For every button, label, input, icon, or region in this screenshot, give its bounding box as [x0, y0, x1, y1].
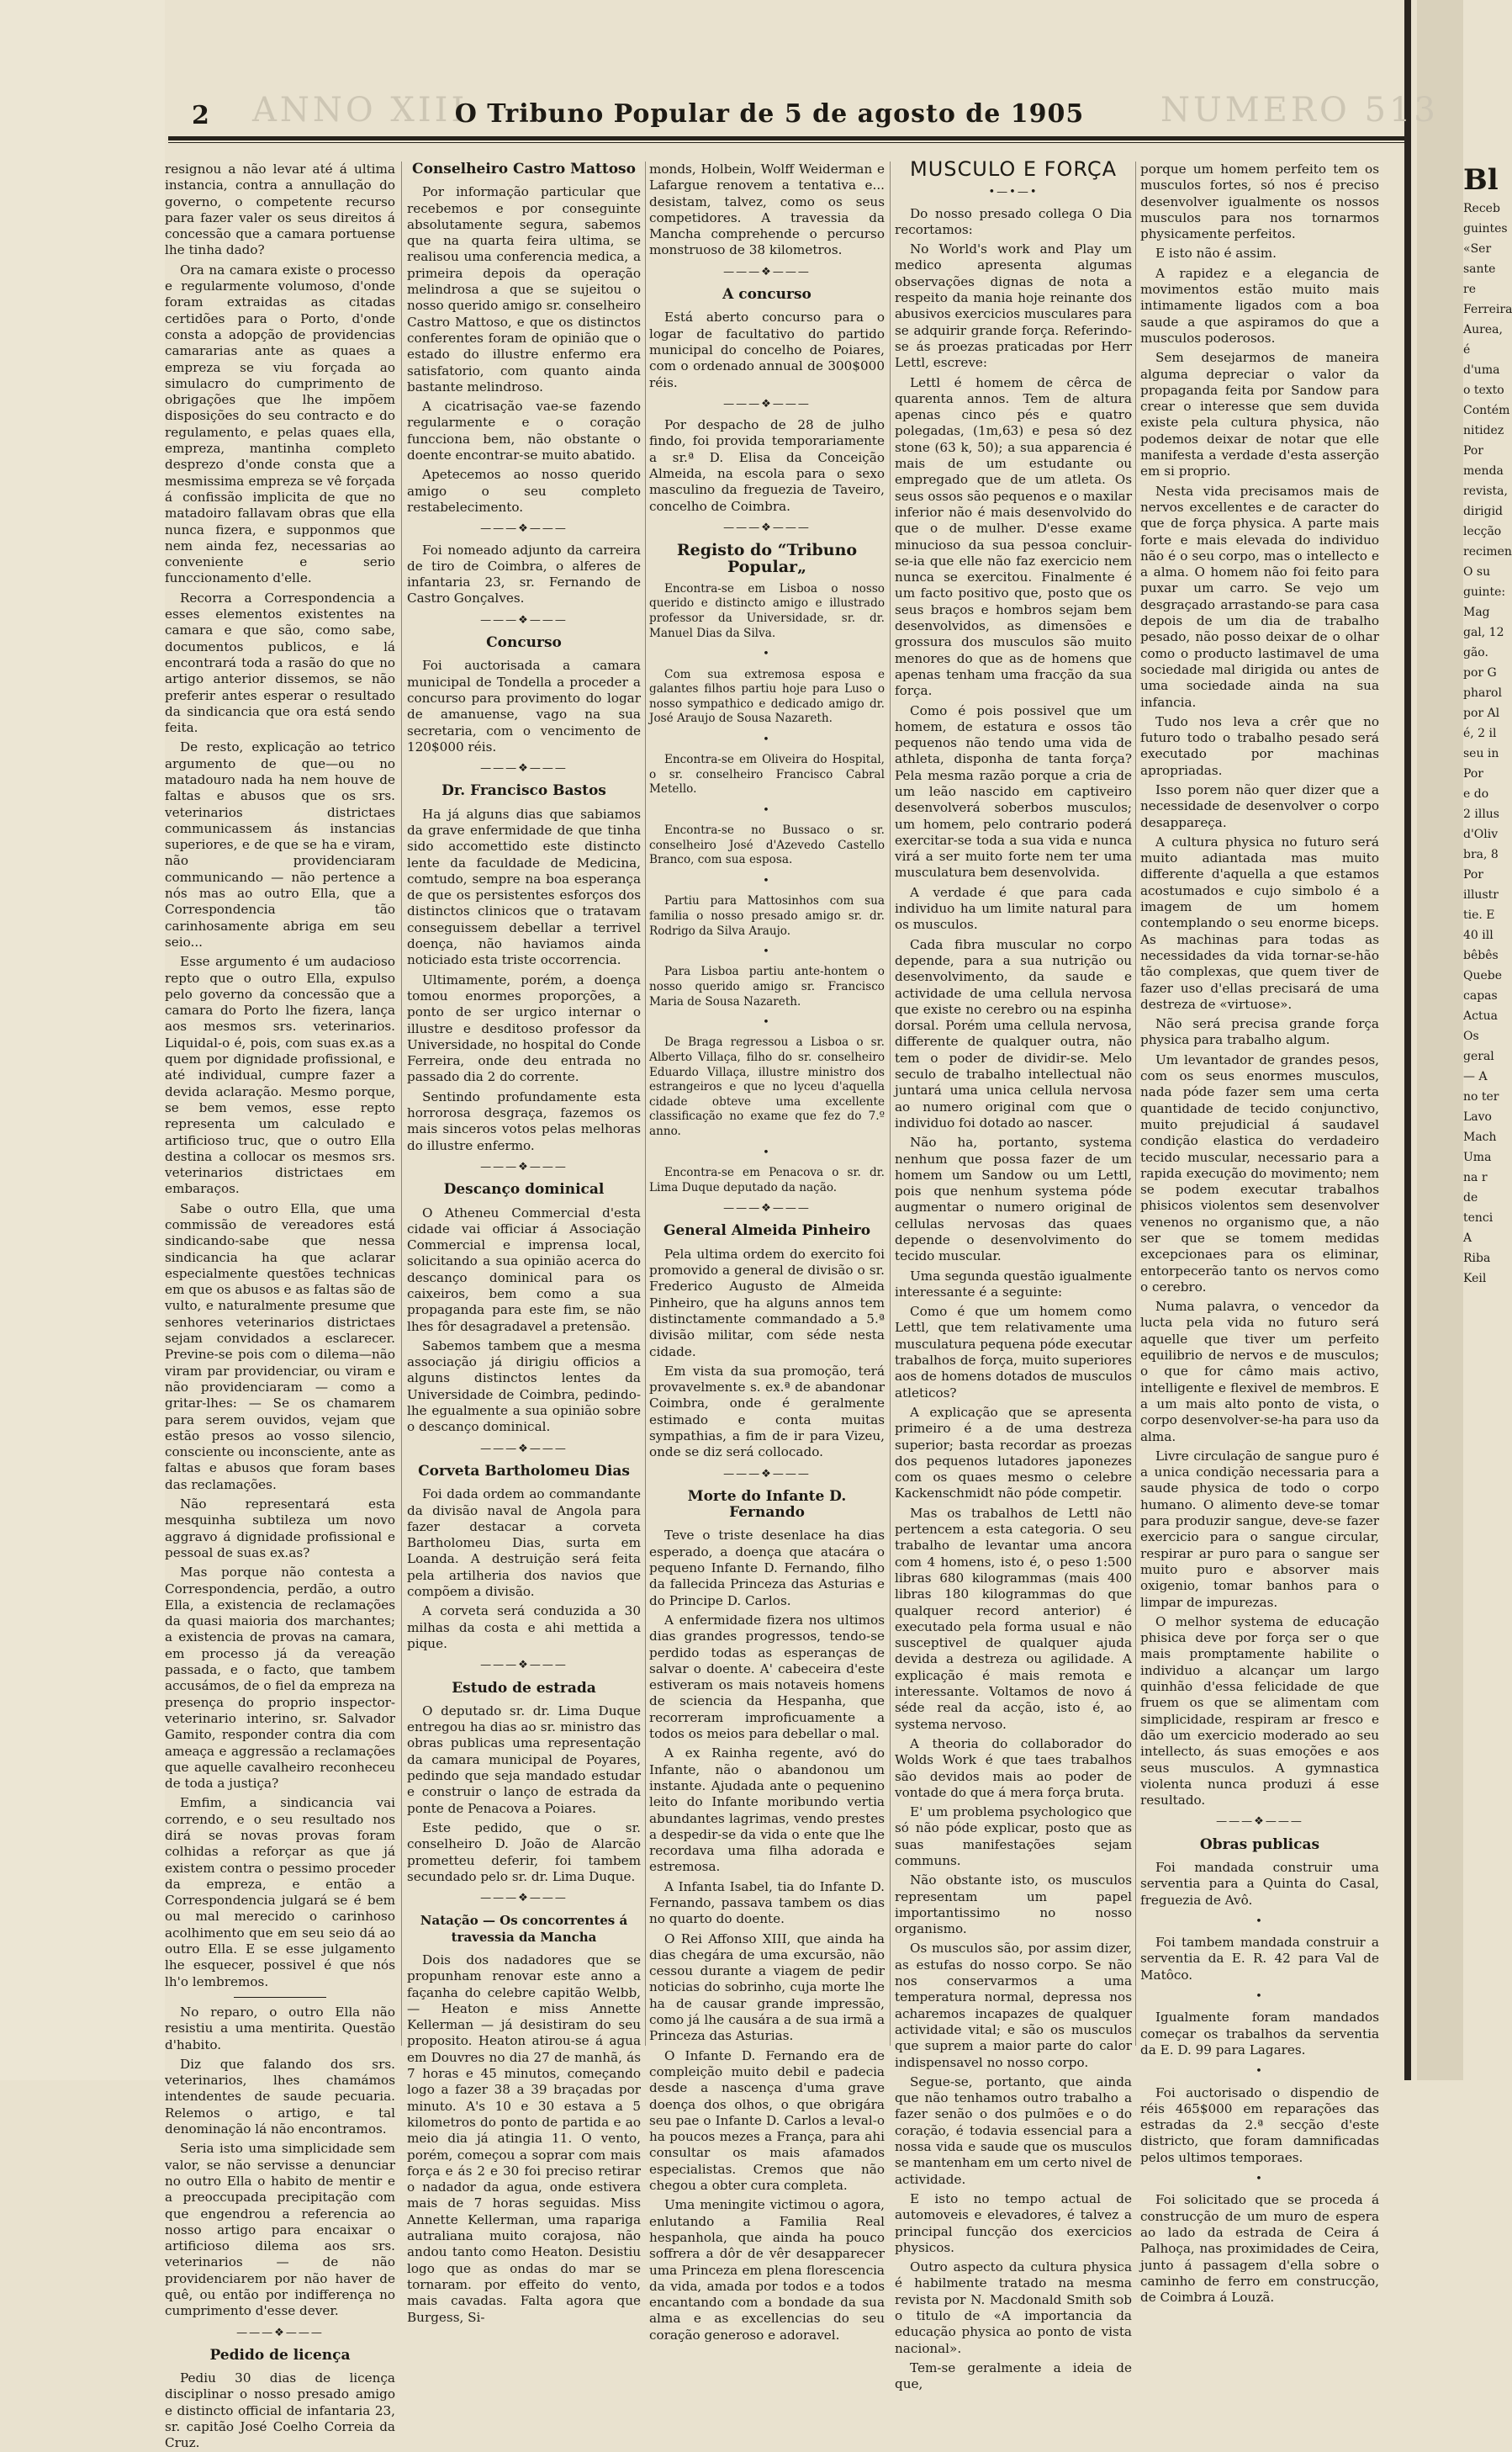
cutoff-line: Riba: [1463, 1252, 1491, 1265]
paragraph: Mas porque não contesta a Correspondencia, perdão, a outro Ella, a existencia de reclamações da quasi maioria dos marchantes; a existencia de provas na camara, em processo já da vereação passada, e o facto, que tambem accusámos, de o fiel da empreza na presença do proprio inspector-veterinario interino, sr. Salvador Gamito, responder contra dia com ameaça e aggressão a reclamações que aquelle cavalheiro reconheceu de toda a justiça?: [165, 1565, 395, 1792]
cutoff-line: é, 2 il: [1463, 727, 1497, 740]
cutoff-line: por Al: [1463, 707, 1500, 720]
paragraph: Este pedido, que o sr. conselheiro D. João de Alarcão prometteu deferir, foi tambem secundado pelo sr. dr. Lima Duque.: [407, 1819, 641, 1884]
paragraph: Sentindo profundamente esta horrorosa desgraça, fazemos os mais sinceros votos pelas melhoras do illustre enfermo.: [407, 1088, 641, 1153]
paragraph: A Infanta Isabel, tia do Infante D. Fernando, passava tambem os dias no quarto do doente.: [649, 1878, 885, 1927]
paragraph: Encontra-se em Penacova o sr. dr. Lima Duque deputado da nação.: [649, 1165, 885, 1194]
paragraph: A verdade é que para cada individuo ha um limite natural para os musculos.: [895, 884, 1132, 933]
article-heading: Dr. Francisco Bastos: [441, 782, 606, 800]
paragraph: Tudo nos leva a crêr que no futuro todo o trabalho pesado será executado por machinas apropriadas.: [1140, 713, 1379, 778]
article-heading: A concurso: [722, 286, 812, 304]
paragraph: Foi nomeado adjunto da carreira de tiro de Coimbra, o alferes de infantaria 23, sr. Fernando de Castro Gonçalves.: [407, 542, 641, 606]
ornament: ———❖———: [480, 1160, 568, 1173]
paragraph: Diz que falando dos srs. veterinarios, lhes chamámos intendentes de saude pecuaria. Relemos o artigo, e tal denominação lá não encontramos.: [165, 2056, 395, 2137]
cutoff-line: d'Oliv: [1463, 828, 1499, 841]
cutoff-line: geral: [1463, 1050, 1494, 1063]
page-number: 2: [192, 101, 209, 130]
cutoff-line: capas: [1463, 989, 1498, 1003]
masthead-rule-thin: [168, 142, 1404, 143]
paragraph: monds, Holbein, Wolff Weiderman e Lafargue renovem a tentativa e... desistam, talvez, como os seus competidores. A travessia da Mancha comprehende o percurso monstruoso de 38 kilometros.: [649, 162, 885, 258]
cutoff-line: na r: [1463, 1171, 1488, 1184]
cutoff-line: 2 illus: [1463, 808, 1499, 821]
paragraph: Mas os trabalhos de Lettl não pertencem a esta categoria. O seu trabalho de levantar uma ancora com 4 homens, isto é, o peso 1:500 libras 680 kilogrammas (mais 400 libras 180 kilogrammas do que qualquer record anterior) é executado pela forma usual e não susceptivel de qualquer ajuda devida a destreza ou agilidade. A explicação é mais remota e interessante. Voltamos de novo á séde real da acção, isto é, ao systema nervoso.: [895, 1505, 1132, 1732]
column-divider: [890, 162, 891, 2046]
paragraph: A cultura physica no futuro será muito adiantada mas muito differente d'aquella a que estamos acostumados e cujo simbolo é a imagem de um homem contemplando o seu enorme biceps. As machinas para todas as necessidades da vida tornar-se-hão tão complexas, que quem tiver de fazer uso d'ellas precisará de uma destreza de «virtuose».: [1140, 834, 1379, 1012]
paragraph: De resto, explicação ao tetrico argumento de que—ou no matadouro nada ha nem houve de faltas e abusos que os srs. veterinarios districtaes communicassem ás instancias superiores, e de que se ha e viram, não providenciaram communicando — não pertence a nós mas ao outro Ella, que a Correspondencia tão carinhosamente abriga em seu seio...: [165, 739, 395, 950]
paragraph: Os musculos são, por assim dizer, as estufas do nosso corpo. Se não nos conservarmos a uma temperatura normal, depressa nos acharemos incapazes de qualquer actividade vital; e são os musculos que suprem a maior parte do calor indispensavel no nosso corpo.: [895, 1941, 1132, 2070]
article-heading: Natação — Os concorrentes á travessia da Mancha: [420, 1913, 628, 1945]
masthead-rule: [168, 136, 1404, 140]
cutoff-line: Bl: [1463, 163, 1499, 197]
paragraph: Sabe o outro Ella, que uma commissão de vereadores está sindicando-sabe que nessa sindicancia ha que aclarar especialmente questões technicas em que os abusos e as faltas são de vulto, e naturalmente presume que senhores veterinarios districtaes sejam convidados a esclarecer. Previne-se pois com o dilema—não viram par providenciar, ou viram e não providenciaram — como a gritar-lhes: — Se os chamarem para serem ouvidos, vejam que estão presos ao vosso silencio, consciente ou inconsciente, ante as faltas e abusos que foram bases das reclamações.: [165, 1200, 395, 1492]
ornament: ———❖———: [723, 521, 811, 534]
column-2: [407, 161, 641, 2325]
paragraph: Não será precisa grande força physica para trabalho algum.: [1140, 1016, 1379, 1048]
page-margin: [0, 0, 165, 2080]
paragraph: Dois dos nadadores que se propunham renovar este anno a façanha do celebre capitão Welbb, — Heaton e miss Annette Kellerman — já desistiram do seu proposito. Heaton atirou-se á agua em Douvres no dia 27 de manhã, ás 7 horas e 45 minutos, começando logo a fazer 38 a 39 braçadas por minuto. A's 10 e 30 estava a 5 kilometros do ponto de partida e ao meio dia já atingia 11. O vento, porém, começou a soprar com mais força e ás 2 e 30 foi preciso retirar o nadador da agua, onde estivera mais de 7 horas seguidas. Miss Annette Kellerman, uma rapariga autraliana muito corajosa, não andou tanto como Heaton. Desistiu logo que as ondas do mar se tornaram. por effeito do vento, mais cavadas. Falta agora que Burgess, Si-: [407, 1952, 641, 2325]
column-1: [165, 162, 395, 2451]
ornament: •: [763, 945, 771, 959]
cutoff-line: dirigid: [1463, 505, 1504, 518]
cutoff-line: por G: [1463, 666, 1497, 680]
ornament: ———❖———: [723, 1202, 811, 1215]
cutoff-line: — A: [1463, 1070, 1488, 1083]
article-heading: Registo do “Tribuno Popular„: [676, 541, 858, 576]
cutoff-line: Contém: [1463, 404, 1510, 417]
paragraph: O deputado sr. dr. Lima Duque entregou ha dias ao sr. ministro das obras publicas uma representação da camara municipal de Poyares, pedindo que seja mandado estudar e construir o lanço de estrada da ponte de Penacova a Poiares.: [407, 1703, 641, 1816]
article-heading: General Almeida Pinheiro: [663, 1222, 871, 1240]
show-through-text: NUMERO 513: [1160, 91, 1439, 130]
article-heading: MUSCULO E FORÇA: [909, 157, 1117, 181]
paragraph: Pela ultima ordem do exercito foi promovido a general de divisão o sr. Frederico Augusto de Almeida Pinheiro, que ha alguns annos tem distinctamente commandado a 5.ª divisão militar, com séde nesta cidade.: [649, 1246, 885, 1359]
paragraph: Ora na camara existe o processo e regularmente volumoso, d'onde foram extraidas as citadas certidões para o Porto, d'onde consta a adopção de providencias camararias ante as quaes a empreza se viu forçada ao simulacro do cumprimento de obrigações que lhe impõem disposições do seu contracto e do regulamento, e pelas quaes ella, empreza, mantinha completo desprezo d'onde consta que a mesmissima empreza se vê forçada á confissão implicita de que no matadoiro fallavam obras que ella nunca fizera, e supponmos que nem ainda fez, necessarias ao conveniente e serio funccionamento d'elle.: [165, 262, 395, 586]
cutoff-line: gão.: [1463, 646, 1488, 659]
cutoff-line: Ferreira: [1463, 303, 1512, 316]
paragraph: Não representará esta mesquinha subtileza um novo aggravo á dignidade profissional e pessoal de suas ex.as?: [165, 1496, 395, 1560]
ornament: ———❖———: [480, 1659, 568, 1672]
cutoff-line: no ter: [1463, 1090, 1499, 1104]
ornament: ———❖———: [723, 265, 811, 278]
column-divider: [401, 162, 402, 2046]
paragraph: Foi auctorisado o dispendio de réis 465$000 em reparações das estradas da 2.ª secção d'este districto, que foram damnificadas pelos ultimos temporaes.: [1140, 2084, 1379, 2165]
cutoff-line: sante re: [1463, 262, 1496, 296]
article-heading: Descanço dominical: [443, 1181, 605, 1199]
paragraph: Recorra a Correspondencia a esses elementos existentes na camara e que são, como sabe, documentos publicos, e lá encontrará toda a rasão do que no artigo anterior dissemos, se não preferir antes esperar o resultado da sindicancia que ora está sendo feita.: [165, 590, 395, 736]
paragraph: No reparo, o outro Ella não resistiu a uma mentirita. Questão d'habito.: [165, 2004, 395, 2052]
cutoff-line: guinte:: [1463, 585, 1506, 599]
cutoff-line: é d'uma: [1463, 343, 1500, 377]
paragraph: Emfim, a sindicancia vai correndo, e o seu resultado nos dirá se novas provas foram colhidas a reforçar as que já existem contra o pessimo proceder da empreza, e então a Correspondencia julgará se é bem ou mal merecido o carinhoso acolhimento que em seu seio dá ao outro Ella. E se esse julgamento lhe esquecer, possivel é que nós lh'o lembremos.: [165, 1795, 395, 1989]
paragraph: A explicação que se apresenta primeiro é a de uma destreza superior; basta recordar as proezas dos pequenos lutadores japonezes com os quaes mesmo o celebre Kackenschmidt não póde competir.: [895, 1404, 1132, 1501]
paragraph: Cada fibra muscular no corpo depende, para a sua nutrição ou desenvolvimento, da saude e actividade de uma cellula nervosa que existe no cerebro ou na espinha dorsal. Porém uma cellula nervosa, differente de qualquer outra, não tem o poder de dividir-se. Melo seculo de trabalho intellectual não juntará uma unica cellula nervosa ao numero original com que o individuo foi dotado ao nascer.: [895, 936, 1132, 1131]
column-5: [1140, 162, 1379, 2306]
ornament: •: [763, 803, 771, 817]
ornament: ———❖———: [480, 613, 568, 627]
cutoff-line: nitidez: [1463, 424, 1504, 437]
cutoff-line: Aurea,: [1463, 323, 1503, 336]
cutoff-line: Receb: [1463, 202, 1500, 215]
paragraph: Esse argumento é um audacioso repto que o outro Ella, expulso pelo governo da concessão que a camara do Porto lhe fizera, lança aos mesmos srs. veterinarios. Liquidal-o é, pois, com suas ex.as a quem por dignidade profissional, e até individual, cumpre fazer a devida aclaração. Mesmo porque, se bem vemos, esse repto representa um calculado e artificioso truc, que o outro Ella destina a collocar os mesmos srs. veterinarios districtaes em embaraços.: [165, 954, 395, 1197]
paragraph: Seria isto uma simplicidade sem valor, se não servisse a denunciar no outro Ella o habito de mentir e a preoccupada precipitação com que engendrou a referencia ao nosso artigo para encaixar o artificioso dilema aos srs. veterinarios — de não providenciarem por não haver de quê, ou então por indifferença no cumprimento d'esse dever.: [165, 2141, 395, 2319]
paragraph: A cicatrisação vae-se fazendo regularmente e o coração funcciona bem, não obstante o doente encontrar-se muito abatido.: [407, 399, 641, 463]
cutoff-line: Mach: [1463, 1131, 1497, 1144]
cutoff-line: recimen: [1463, 545, 1512, 559]
paragraph: Não ha, portanto, systema nenhum que possa fazer de um homem um Sandow ou um Lettl, pois que nenhum systema póde augmentar o numero original de cellulas nervosas das quaes depende o desenvolvimento do tecido muscular.: [895, 1135, 1132, 1264]
paragraph: O Atheneu Commercial d'esta cidade vai officiar á Associação Commercial e imprensa local, solicitando a sua opinião acerca do descanço dominical para os caixeiros, bem como a sua propaganda para este fim, se não lhes fôr desagradavel a pretensão.: [407, 1205, 641, 1334]
paragraph: Com sua extremosa esposa e galantes filhos partiu hoje para Luso o nosso sympathico e dedicado amigo dr. José Araujo de Sousa Nazareth.: [649, 667, 885, 726]
paragraph: Ultimamente, porém, a doença tomou enormes proporções, a ponto de ser urgico internar o illustre e desditoso professor da Universidade, no hospital do Conde Ferreira, onde deu entrada no passado dia 2 do corrente.: [407, 972, 641, 1085]
paragraph: E' um problema psychologico que só não póde explicar, posto que as suas manifestações sejam communs.: [895, 1804, 1132, 1868]
paragraph: Para Lisboa partiu ante-hontem o nosso querido amigo sr. Francisco Maria de Sousa Nazareth.: [649, 965, 885, 1009]
paragraph: Encontra-se no Bussaco o sr. conselheiro José d'Azevedo Castello Branco, com sua esposa.: [649, 824, 885, 867]
cutoff-line: Por: [1463, 868, 1483, 882]
cutoff-line: A: [1463, 1231, 1472, 1245]
cutoff-line: illustr: [1463, 888, 1499, 902]
paragraph: Do nosso presado collega O Dia recortamos:: [895, 205, 1132, 237]
paragraph: Segue-se, portanto, que ainda que não tenhamos outro trabalho a fazer senão o dos pulmões e o do coração, é todavia essencial para a nossa vida e saude que os musculos se mantenham em um certo nivel de actividade.: [895, 2073, 1132, 2187]
article-heading: Morte do Infante D. Fernando: [687, 1487, 847, 1522]
paragraph: porque um homem perfeito tem os musculos fortes, só nos é preciso desenvolver igualmente os nossos musculos para nos tornarmos physicamente perfeitos.: [1140, 162, 1379, 242]
paragraph: Um levantador de grandes pesos, com os seus enormes musculos, nada póde fazer sem uma certa quantidade de tecido conjunctivo, muito prejudicial á saudavel condição elastica do verdadeiro tecido muscular, necessario para a rapida execução do movimento; nem se podem executar trabalhos phisicos violentos sem desenvolver venenos no organismo que, a não ser que se tomem medidas excepcionaes para os eliminar, entorpecerão tanto os nervos como o cerebro.: [1140, 1051, 1379, 1295]
article-heading: Conselheiro Castro Mattoso: [412, 161, 636, 177]
paragraph: O Rei Affonso XIII, que ainda ha dias chegára de uma excursão, não cessou durante a viagem de pedir noticias do sobrinho, cuja morte lhe ha de causar grande impressão, como já lhe causára a de sua irmã a Princeza das Asturias.: [649, 1930, 885, 2044]
ornament: ———❖———: [480, 522, 568, 536]
cutoff-line: Quebe: [1463, 969, 1503, 982]
paragraph: De Braga regressou a Lisboa o sr. Alberto Villaça, filho do sr. conselheiro Eduardo Villaça, illustre ministro dos estrangeiros e que no lyceu d'aquella cidade obteve uma excellente classificação no exame que fez do 7.º anno.: [649, 1035, 885, 1139]
column-3: [649, 162, 885, 2343]
paragraph: Uma segunda questão igualmente interessante é a seguinte:: [895, 1268, 1132, 1300]
cutoff-line: de: [1463, 1191, 1478, 1205]
cutoff-line: menda: [1463, 464, 1504, 478]
ornament: •: [763, 1146, 771, 1159]
paragraph: Foi mandada construir uma serventia para a Quinta do Casal, freguezia de Avô.: [1140, 1859, 1379, 1908]
paragraph: Como é que um homem como Lettl, que tem relativamente uma musculatura pequena póde executar trabalhos de força, muito superiores aos de homens dotados de musculos atleticos?: [895, 1304, 1132, 1401]
paragraph: Foi dada ordem ao commandante da divisão naval de Angola para fazer destacar a corveta Bartholomeu Dias, surta em Loanda. A destruição será feita pela artilheria dos navios que compõem a divisão.: [407, 1486, 641, 1600]
cutoff-line: guintes: [1463, 222, 1508, 236]
paragraph: Como é pois possivel que um homem, de estatura e ossos tão pequenos não tendo uma vida de athleta, disponha de tanta força? Pela mesma razão porque a cria de um leão nascido em captiveiro desenvolverá soberbos musculos; um homem, pelo contrario poderá exercitar-se toda a sua vida e nunca virá a ser muito forte nem ter uma musculatura bem desenvolvida.: [895, 702, 1132, 881]
paragraph: Outro aspecto da cultura physica é habilmente tratado na mesma revista por N. Macdonald Smith sob o titulo de «A importancia da educação physica ao ponto de vista nacional».: [895, 2259, 1132, 2356]
paragraph: Sem desejarmos de maneira alguma depreciar o valor da propaganda feita por Sandow para crear o interesse que sem duvida existe pela cultura physica, não podemos deixar de notar que elle manifesta a verdade d'esta asserção em si proprio.: [1140, 350, 1379, 479]
paragraph: Foi tambem mandada construir a serventia da E. R. 42 para Val de Matôco.: [1140, 1935, 1379, 1983]
article-heading: Concurso: [486, 634, 562, 652]
paragraph: Tem-se geralmente a ideia de que,: [895, 2359, 1132, 2392]
ornament: •—•—•: [988, 186, 1039, 199]
ornament: •: [1256, 1914, 1264, 1928]
cutoff-line: Mag: [1463, 606, 1490, 619]
cutoff-line: Uma: [1463, 1151, 1492, 1164]
separator: [234, 1997, 326, 1998]
cutoff-line: o texto: [1463, 384, 1504, 397]
column-divider: [645, 162, 646, 2046]
cutoff-line: «Ser: [1463, 242, 1492, 256]
paragraph: O melhor systema de educação phisica deve por força ser o que mais promptamente habilite o individuo a alcançar um largo quinhão d'essa felicidade de que fruem os que se alimentam com simplicidade, respiram ar fresco e dão um exercicio moderado ao seu intellecto, ás suas emoções e aos seus musculos. A gymnastica violenta nunca produzi á esse resultado.: [1140, 1613, 1379, 1809]
paragraph: Pediu 30 dias de licença disciplinar o nosso presado amigo e distincto official de infantaria 23, sr. capitão José Coelho Correia da Cruz.: [165, 2370, 395, 2451]
paragraph: O Infante D. Fernando era de compleição muito debil e padecia desde a nascença d'uma grave doença dos olhos, o que obrigára seu pae o Infante D. Carlos a leval-o ha poucos mezes a França, para ahi consultar os mais afamados especialistas. Cremos que não chegou a obter cura completa.: [649, 2047, 885, 2194]
cutoff-line: pharol: [1463, 686, 1502, 700]
ornament: ———❖———: [723, 397, 811, 410]
paragraph: Apetecemos ao nosso querido amigo o seu completo restabelecimento.: [407, 467, 641, 515]
paragraph: E isto no tempo actual de automoveis e elevadores, é talvez a principal funcção dos exercicios physicos.: [895, 2190, 1132, 2255]
cutoff-line: 40 ill: [1463, 929, 1493, 942]
paragraph: Numa palavra, o vencedor da lucta pela vida no futuro será aquelle que tiver um perfeito equilibrio de nervos e de musculos; o que for câmo mais activo, intelligente e flexivel de membros. E a um mais alto ponto de vista, o corpo desenvolver-se-ha para uso da alma.: [1140, 1299, 1379, 1444]
paragraph: Encontra-se em Lisboa o nosso querido e distincto amigo e illustrado professor da Universidade, sr. dr. Manuel Dias da Silva.: [649, 581, 885, 640]
paragraph: Por despacho de 28 de julho findo, foi provida temporariamente a sr.ª D. Elisa da Conceição Almeida, na escola para o sexo masculino da freguezia de Taveiro, concelho de Coimbra.: [649, 417, 885, 514]
paragraph: No World's work and Play um medico apresenta algumas observações dignas de nota a respeito da mania hoje reinante dos abusivos exercicios musculares para se adquirir grande força. Referindo-se ás proezas praticadas por Herr Lettl, escreve:: [895, 241, 1132, 371]
ornament: •: [763, 1016, 771, 1030]
cutoff-line: gal, 12: [1463, 626, 1504, 639]
cutoff-line: Os: [1463, 1030, 1479, 1043]
article-heading: Pedido de licença: [209, 2346, 351, 2364]
paragraph: Lettl é homem de cêrca de quarenta annos. Tem de altura apenas cinco pés e quatro polegadas, (1m,63) e pesa só dez stone (63 k, 50); a sua apparencia é mais de um estudante ou empregado que de um atleta. Os seus ossos são pequenos e o maxilar inferior não é mais desenvolvido do que o de mulher. D'esse exame minucioso da sua pessoa concluir-se-ia que elle não faz exercicio nem nunca se exercitou. Finalmente é um facto positivo que, posto que os seus braços e hombros sejam bem desenvolvidos, as dimensões e grossura dos musculos são muito menores do que as de homens que apenas tenham uma fracção da sua força.: [895, 374, 1132, 699]
article-heading: Obras publicas: [1199, 1835, 1320, 1853]
paragraph: E isto não é assim.: [1155, 246, 1277, 262]
cutoff-line: bêbês: [1463, 949, 1499, 962]
paragraph: A corveta será conduzida a 30 milhas da costa e ahi mettida a pique.: [407, 1603, 641, 1651]
cutoff-line: lecção: [1463, 525, 1502, 538]
ornament: •: [1256, 1990, 1264, 2004]
ornament: •: [1256, 2173, 1264, 2186]
cutoff-line: Actua: [1463, 1009, 1498, 1023]
column-divider: [1135, 162, 1136, 2046]
paragraph: Foi auctorisada a camara municipal de Tondella a proceder a concurso para provimento do logar de amanuense, vago na sua secretaria, com o vencimento de 120$000 réis.: [407, 658, 641, 755]
ornament: •: [763, 648, 771, 661]
cutoff-line: revista,: [1463, 485, 1508, 498]
cutoff-line: Por: [1463, 767, 1483, 781]
paragraph: Sabemos tambem que a mesma associação já dirigiu officios a alguns distinctos lentes da Universidade de Coimbra, pedindo-lhe egualmente a sua opinião sobre o descanço dominical.: [407, 1337, 641, 1435]
paragraph: Por informação particular que recebemos e por conseguinte absolutamente segura, sabemos que na quarta feira ultima, se realisou uma conferencia medica, a primeira depois da operação melindrosa a que se sujeitou o nosso querido amigo sr. conselheiro Castro Mattoso, e que os distinctos conferentes foram de opinião que o estado do illustre enfermo era satisfatorio, com quanto ainda bastante melindroso.: [407, 184, 641, 395]
paragraph: A rapidez e a elegancia de movimentos estão muito mais intimamente ligados com a boa saude a que aspiramos do que a musculos poderosos.: [1140, 265, 1379, 346]
column-4: [895, 157, 1132, 2392]
paragraph: Nesta vida precisamos mais de nervos excellentes e de caracter do que de força physica. A parte mais forte e mais elevada do individuo não é o seu corpo, mas o intellecto e a alma. O homem não foi feito para puxar um carro. Se vejo um desgraçado arrastando-se para casa depois de um dia de trabalho pesado, não posso deixar de o olhar como o producto lastimavel de uma sociedade mal dirigida ou antes de uma sociedade ainda na sua infancia.: [1140, 483, 1379, 710]
ornament: ———❖———: [1216, 1815, 1303, 1829]
cutoff-line: O su: [1463, 565, 1491, 579]
paragraph: Livre circulação de sangue puro é a unica condição necessaria para a saude physica de todo o corpo humano. O alimento deve-se tomar para produzir sangue, deve-se fazer exercicio para o sangue circular, respirar ar puro para o sangue ser muito puro e absorver mais oxigenio, tomar banhos para o limpar de impurezas.: [1140, 1448, 1379, 1610]
cutoff-line: seu in: [1463, 747, 1499, 760]
ornament: ———❖———: [723, 1467, 811, 1480]
ornament: ———❖———: [480, 1442, 568, 1455]
paragraph: Ha já alguns dias que sabiamos da grave enfermidade de que tinha sido accomettido este distincto lente da faculdade de Medicina, comtudo, sempre na boa esperança de que os persistentes esforços dos distinctos clinicos que o tratavam conseguissem debellar a terrivel doença, não haviamos ainda noticiado esta triste occorrencia.: [407, 806, 641, 968]
masthead-title: O Tribuno Popular de 5 de agosto de 1905: [454, 99, 1085, 129]
paragraph: Está aberto concurso para o logar de facultativo do partido municipal do concelho de Poiares, com o ordenado annual de 300$000 réis.: [649, 310, 885, 390]
ornament: ———❖———: [480, 762, 568, 776]
cutoff-line: Por: [1463, 444, 1483, 458]
paragraph: Isso porem não quer dizer que a necessidade de desenvolver o corpo desappareça.: [1140, 781, 1379, 830]
cutoff-line: tenci: [1463, 1211, 1493, 1225]
paragraph: resignou a não levar até á ultima instancia, contra a annullação do governo, o competente recurso para fazer valer os seus direitos á concessão que a camara portuense lhe tinha dado?: [165, 162, 395, 258]
cutoff-line: bra, 8: [1463, 848, 1499, 861]
paragraph: Uma meningite victimou o agora, enlutando a Familia Real hespanhola, que ainda ha pouco soffrera a dôr de vêr desapparecer uma Princeza em plena florescencia da vida, amada por todos e a todos encantando com a bondade da sua alma e as excellencias do seu coração generoso e adoravel.: [649, 2197, 885, 2343]
article-heading: Estudo de estrada: [452, 1679, 596, 1697]
paragraph: A enfermidade fizera nos ultimos dias grandes progressos, tendo-se perdido todas as esperanças de salvar o doente. A' cabeceira d'este estiveram os mais notaveis homens de sciencia da Hespanha, que recorreram improficuamente a todos os meios para debellar o mal.: [649, 1612, 885, 1742]
paragraph: A theoria do collaborador do Wolds Work é que taes trabalhos são devidos mais ao poder de vontade do que á mera força bruta.: [895, 1735, 1132, 1800]
paragraph: Encontra-se em Oliveira do Hospital, o sr. conselheiro Francisco Cabral Metello.: [649, 753, 885, 797]
paragraph: Não obstante isto, os musculos representam um papel importantissimo no nosso organismo.: [895, 1872, 1132, 1937]
ornament: ———❖———: [480, 1892, 568, 1905]
article-heading: Corveta Bartholomeu Dias: [418, 1462, 630, 1480]
paragraph: Teve o triste desenlace ha dias esperado, a doença que atacára o pequeno Infante D. Fernando, filho da fallecida Princeza das Asturias e do Principe D. Carlos.: [649, 1528, 885, 1608]
cutoff-column: [1463, 162, 1512, 2046]
cutoff-line: e do: [1463, 787, 1489, 801]
paragraph: A ex Rainha regente, avó do Infante, não o abandonou um instante. Ajudada ante o pequenino leito do Infante moribundo vertia abundantes lagrimas, vendo prestes a despedir-se da vida o ente que lhe recordava uma filha adorada e estremosa.: [649, 1745, 885, 1875]
paragraph: Em vista da sua promoção, terá provavelmente s. ex.ª de abandonar Coimbra, onde é geralmente estimado e conta muitas sympathias, a fim de ir para Vizeu, onde se diz será collocado.: [649, 1363, 885, 1460]
paragraph: Igualmente foram mandados começar os trabalhos da serventia da E. D. 99 para Lagares.: [1140, 2010, 1379, 2057]
ornament: ———❖———: [236, 2326, 324, 2339]
cutoff-line: Keil: [1463, 1272, 1487, 1285]
cutoff-line: Lavo: [1463, 1110, 1492, 1124]
paragraph: Partiu para Mattosinhos com sua familia o nosso presado amigo sr. dr. Rodrigo da Silva Araujo.: [649, 894, 885, 938]
next-page-edge: [1417, 0, 1463, 2080]
cutoff-line: tie. E: [1463, 908, 1495, 922]
ornament: •: [763, 875, 771, 888]
paragraph: Foi solicitado que se proceda á construcção de um muro de espera ao lado da estrada de Ceira á Palhoça, nas proximidades de Ceira, junto á passagem d'ella sobre o caminho de ferro em construcção, de Coimbra á Louzã.: [1140, 2192, 1379, 2306]
show-through-text: ANNO XIII: [252, 91, 468, 130]
ornament: •: [763, 733, 771, 746]
page-gutter: [1404, 0, 1411, 2080]
ornament: •: [1256, 2065, 1264, 2079]
